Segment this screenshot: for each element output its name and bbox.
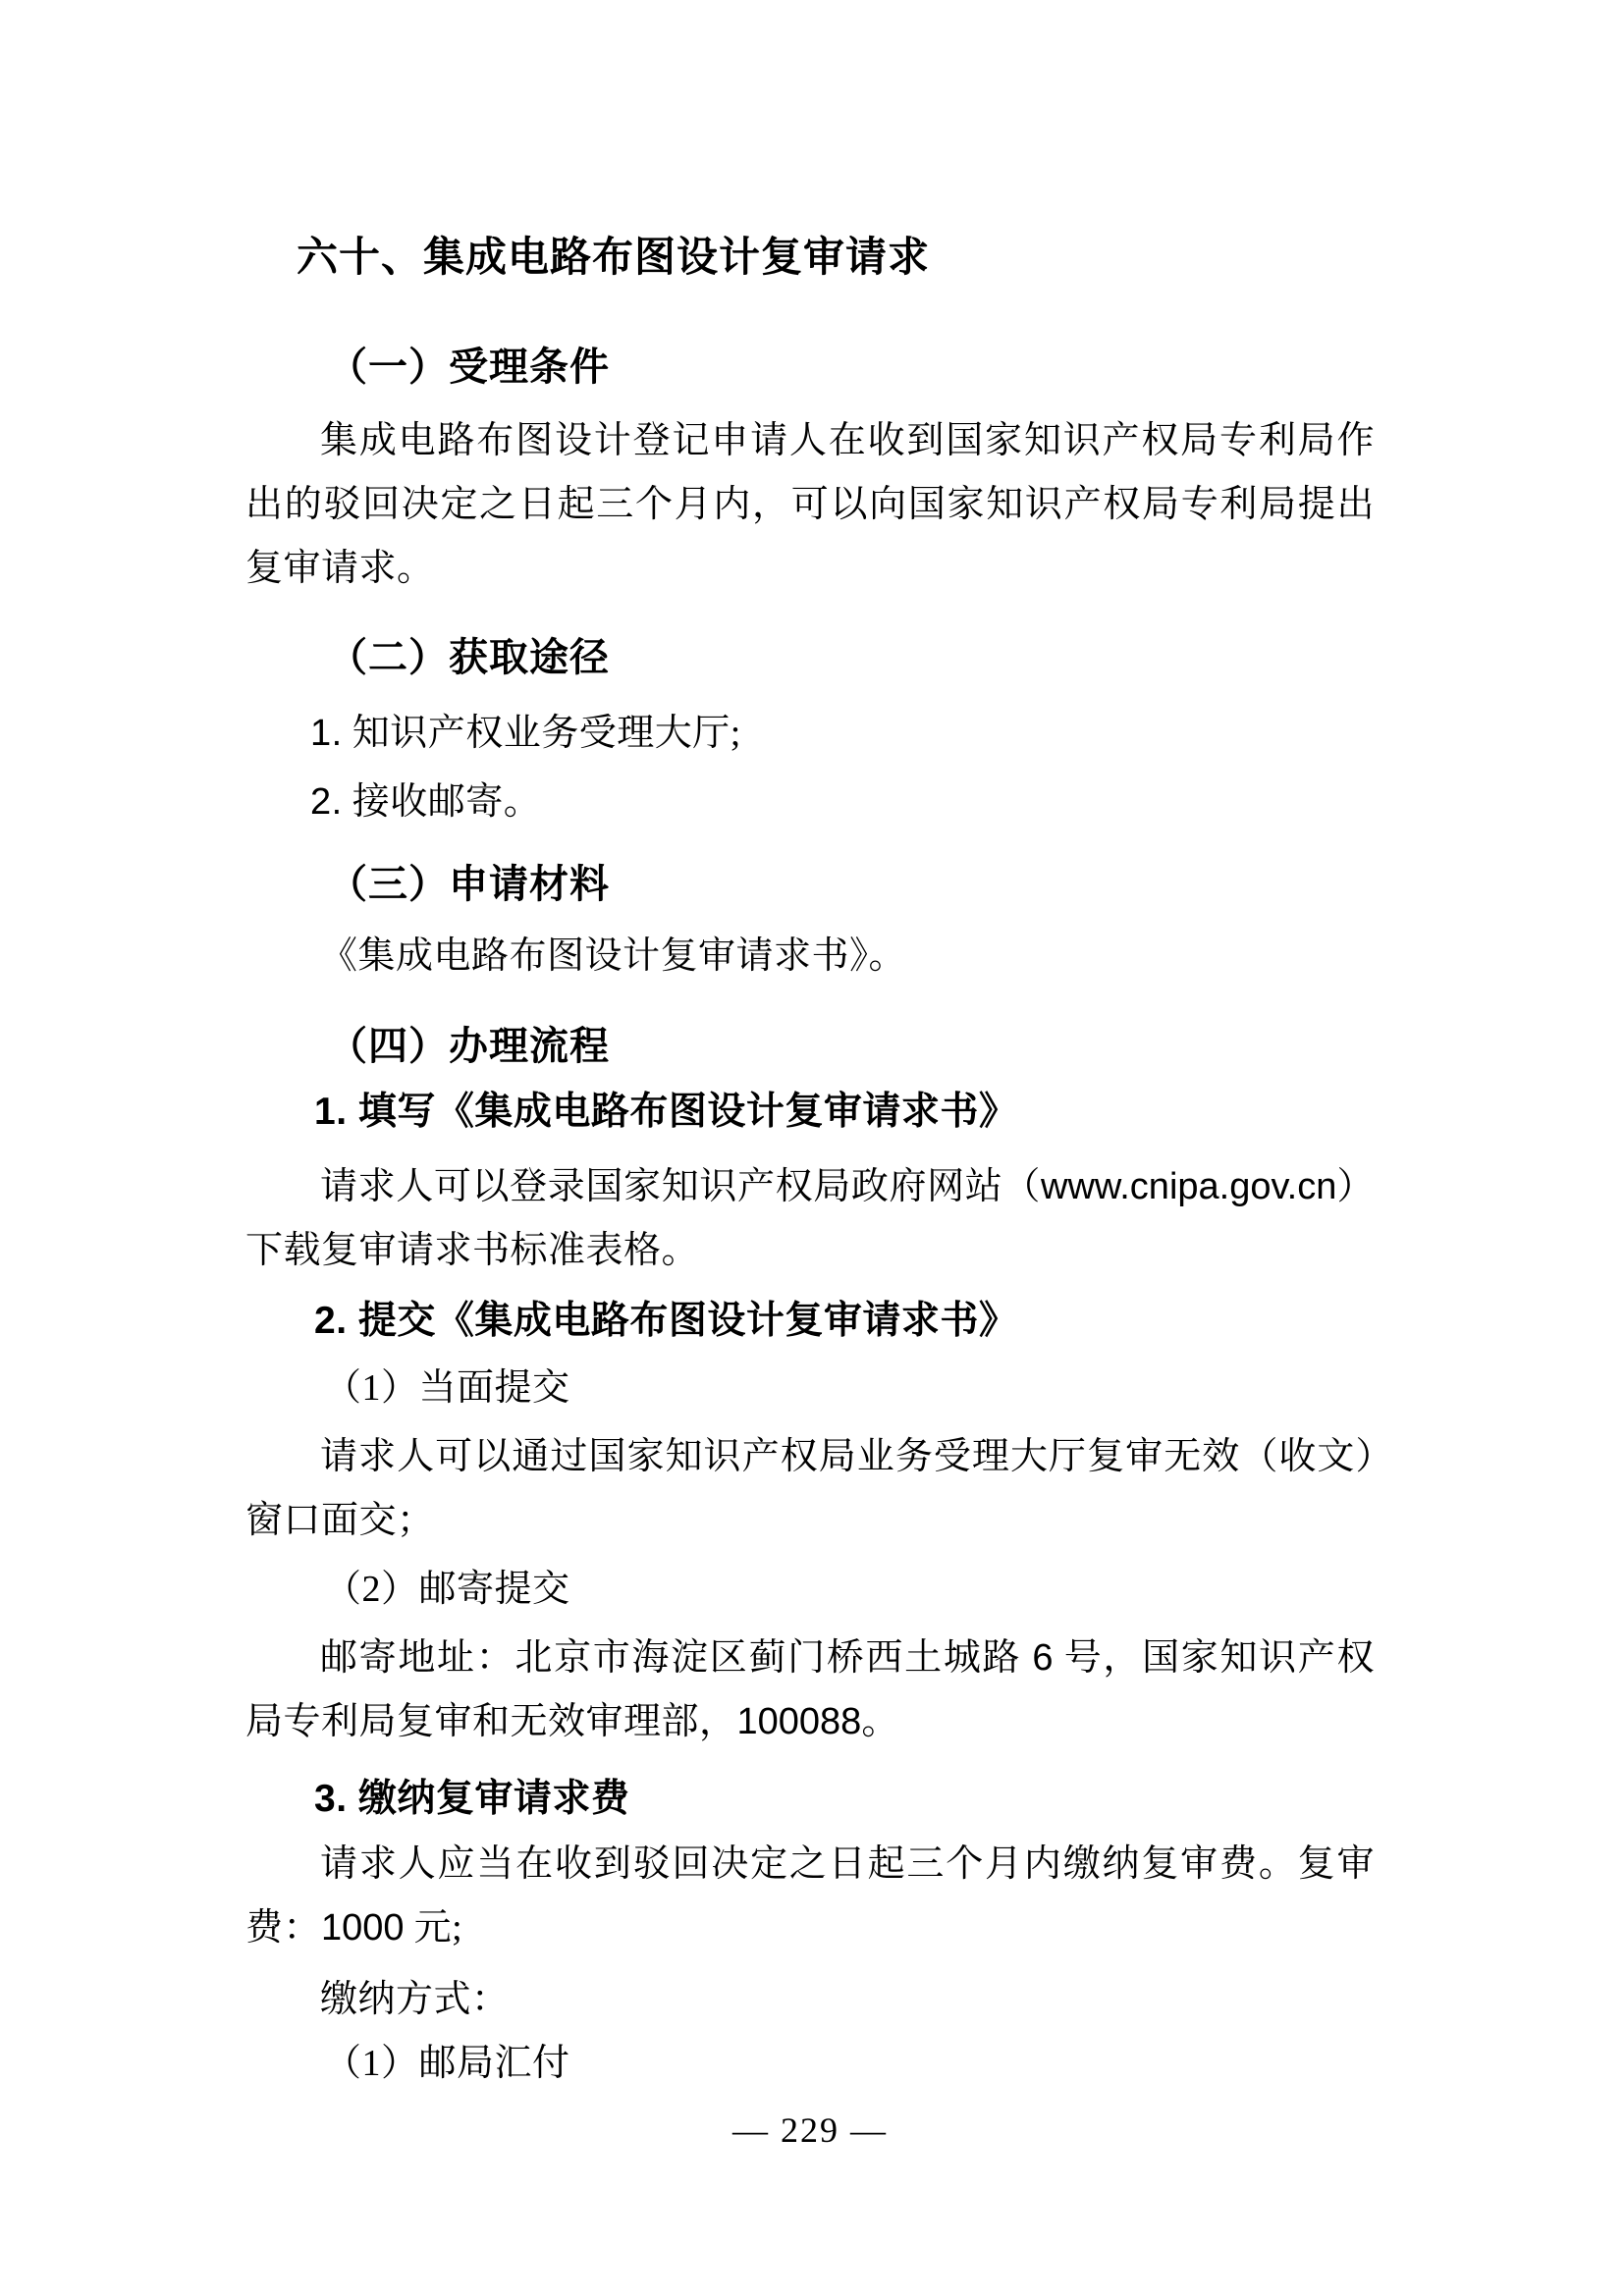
section-1-heading: （一）受理条件	[328, 345, 610, 389]
list-item-text: 接收邮寄。	[352, 781, 542, 823]
step-1-paragraph	[245, 1155, 1375, 1283]
step-1-heading	[314, 1080, 1375, 1144]
mailing-address-text: 邮寄地址：北京市海淀区蓟门桥西土城路	[320, 1637, 1033, 1679]
section-4-heading: （四）办理流程	[328, 1024, 610, 1068]
section-3-body: 《集成电路布图设计复审请求书》。	[320, 935, 907, 977]
section-1-body: 集成电路布图设计登记申请人在收到国家知识产权局专利局作出的驳回决定之日起三个月内，可以向国家知识产权局专利局提出复审请求。	[245, 420, 1375, 589]
step-2-sub-1-label: （1）当面提交	[324, 1367, 570, 1409]
fee-deadline-text: 请求人应当在收到驳回决定之日起三个月内缴纳复审费。复审费：	[245, 1843, 1375, 1949]
list-item-number: 1.	[310, 713, 343, 754]
payment-method-label: 缴纳方式：	[320, 1979, 510, 2020]
list-item-number: 2.	[310, 781, 343, 823]
step-1-title: 填写《集成电路布图设计复审请求书》	[357, 1091, 1018, 1133]
step-3-paragraph	[245, 1833, 1375, 1960]
mailing-address-text-end: 。	[861, 1701, 899, 1742]
cnipa-url-text: www.cnipa.gov.cn	[1041, 1166, 1337, 1207]
document-title: 六十、集成电路布图设计复审请求	[297, 234, 931, 280]
step-1-paragraph-text: 请求人可以登录国家知识产权局政府网站（	[320, 1166, 1042, 1207]
list-item-text: 知识产权业务受理大厅;	[352, 713, 741, 754]
mailing-address-text-mid: 号，国家知识产权局专利局复审和无效审理部，	[245, 1637, 1375, 1742]
postal-code: 100088	[736, 1701, 862, 1742]
step-2-heading	[314, 1289, 1375, 1353]
step-3-heading	[314, 1767, 1375, 1831]
page-number: — 229 —	[732, 2110, 888, 2150]
fee-amount: 1000	[321, 1907, 405, 1949]
step-2-sub-1-paragraph: 请求人可以通过国家知识产权局业务受理大厅复审无效（收文）窗口面交；	[245, 1436, 1375, 1541]
step-2-sub-2-paragraph	[245, 1627, 1375, 1754]
step-2-number: 2.	[314, 1300, 348, 1342]
section-3-heading: （三）申请材料	[328, 862, 610, 906]
step-1-paragraph-text-end: ）下载复审请求书标准表格。	[245, 1166, 1375, 1271]
step-2-sub-2-label: （2）邮寄提交	[324, 1569, 570, 1610]
step-2-title: 提交《集成电路布图设计复审请求书》	[357, 1300, 1018, 1342]
step-3-number: 3.	[314, 1778, 348, 1820]
step-3-sub-1-label: （1）邮局汇付	[324, 2043, 570, 2084]
section-2-heading: （二）获取途径	[328, 635, 610, 679]
house-number: 6	[1032, 1637, 1054, 1679]
fee-unit-text: 元;	[404, 1907, 463, 1949]
list-item	[310, 699, 1375, 768]
step-3-title: 缴纳复审请求费	[357, 1778, 630, 1820]
step-1-number: 1.	[314, 1091, 348, 1133]
list-item	[310, 768, 1375, 836]
